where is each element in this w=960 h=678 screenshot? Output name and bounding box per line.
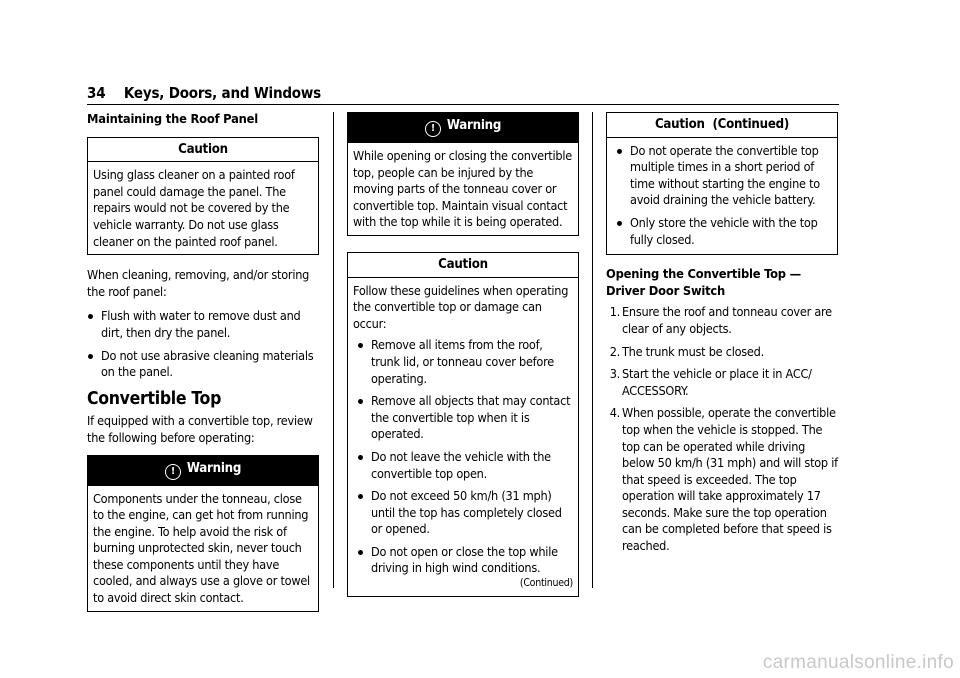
list-item-text: Only store the vehicle with the top fully closed. bbox=[630, 214, 818, 247]
step-text: The trunk must be closed. bbox=[622, 343, 764, 359]
bullet-list bbox=[353, 337, 573, 577]
list-item bbox=[87, 348, 319, 381]
convertible-top-heading: Convertible Top bbox=[87, 388, 222, 409]
step-number: 2. bbox=[609, 343, 620, 359]
list-item-text: Remove all items from the roof, trunk lid, or tonneau cover before operating. bbox=[371, 337, 554, 386]
list-item-text: Do not exceed 50 km/h (31 mph) until the top has completely closed or opened. bbox=[371, 488, 562, 537]
list-item-text: Remove all objects that may contact the convertible top when it is operated. bbox=[371, 393, 571, 442]
bullet-icon bbox=[88, 354, 93, 359]
bullet-icon bbox=[617, 149, 622, 154]
list-item bbox=[612, 215, 832, 248]
list-item bbox=[353, 337, 573, 387]
warning-box bbox=[87, 455, 319, 612]
warning-header bbox=[348, 113, 578, 143]
steps-list bbox=[606, 304, 838, 554]
list-item-text: Do not use abrasive cleaning materials on the panel. bbox=[101, 347, 314, 380]
caution-title: Caution (Continued) bbox=[607, 113, 837, 138]
step-item bbox=[606, 405, 838, 554]
caution-box bbox=[87, 137, 319, 256]
bullet-icon bbox=[88, 314, 93, 319]
section-title: Keys, Doors, and Windows bbox=[123, 84, 321, 102]
paragraph: If equipped with a convertible top, review the following before operating: bbox=[87, 413, 313, 445]
caution-body bbox=[348, 278, 578, 596]
caution-box bbox=[347, 252, 579, 597]
list-item-text: Do not open or close the top while driving in high wind conditions. bbox=[371, 543, 558, 576]
warning-icon: ! bbox=[425, 121, 441, 137]
warning-box bbox=[347, 112, 579, 236]
warning-title: Warning bbox=[186, 460, 242, 476]
bullet-list bbox=[87, 308, 319, 380]
column-2 bbox=[347, 112, 579, 609]
step-number: 1. bbox=[609, 304, 620, 320]
step-item bbox=[606, 304, 838, 337]
warning-title: Warning bbox=[446, 118, 502, 133]
list-item bbox=[353, 393, 573, 443]
warning-text: While opening or closing the convertible top, people can be injured by the moving parts of the tonneau cover or convertible top. Maintain visual contact with the top while it is being operated. bbox=[353, 148, 572, 230]
warning-header bbox=[88, 456, 318, 486]
bullet-icon bbox=[358, 455, 363, 460]
paragraph: When cleaning, removing, and/or storing the roof panel: bbox=[87, 267, 310, 299]
column-divider bbox=[333, 112, 334, 588]
bullet-icon bbox=[358, 343, 363, 348]
bullet-icon bbox=[617, 221, 622, 226]
caution-body bbox=[607, 138, 837, 255]
list-item bbox=[353, 544, 573, 577]
continued-label: (Continued) bbox=[519, 577, 573, 590]
roof-panel-heading: Maintaining the Roof Panel bbox=[87, 112, 258, 127]
bullet-icon bbox=[358, 494, 363, 499]
column-3 bbox=[606, 112, 838, 561]
page-number: 34 bbox=[87, 84, 106, 102]
caution-box bbox=[606, 112, 838, 255]
list-item-text: Do not operate the convertible top multiple times in a short period of time without starting the engine to avoid draining the vehicle battery. bbox=[630, 142, 820, 208]
caution-intro: Follow these guidelines when operating the convertible top or damage can occur: bbox=[353, 282, 569, 331]
column-divider bbox=[592, 112, 593, 588]
caution-text: Using glass cleaner on a painted roof panel could damage the panel. The repairs would not be covered by the vehicle warranty. Do not use glass cleaner on the painted roof panel. bbox=[93, 167, 295, 249]
list-item bbox=[612, 143, 832, 209]
caution-title: Caution bbox=[88, 138, 318, 163]
bullet-icon bbox=[358, 399, 363, 404]
step-number: 4. bbox=[609, 405, 620, 421]
warning-text: Components under the tonneau, close to the engine, can get hot from running the engine. To help avoid the risk of burning unprotected skin, never touch these components until they have cooled, and always use a glove or towel to avoid direct skin contact. bbox=[93, 490, 310, 606]
list-item-text: Flush with water to remove dust and dirt, then dry the panel. bbox=[101, 308, 301, 340]
warning-icon: ! bbox=[165, 464, 181, 480]
watermark: carmanualsonline.info bbox=[762, 652, 954, 673]
list-item-text: Do not leave the vehicle with the convertible top open. bbox=[371, 448, 551, 481]
step-text: Ensure the roof and tonneau cover are clear of any objects. bbox=[622, 304, 832, 336]
list-item bbox=[353, 449, 573, 482]
step-text: Start the vehicle or place it in ACC/ ACCESSORY. bbox=[622, 366, 812, 398]
step-number: 3. bbox=[609, 366, 620, 382]
bullet-list bbox=[612, 143, 832, 249]
step-item bbox=[606, 344, 838, 361]
bullet-icon bbox=[358, 550, 363, 555]
step-text: When possible, operate the convertible top when the vehicle is stopped. The top can be operated while driving below 50 km/h (31 mph) and will stop if that speed is exceeded. The top operation will take approximately 17 seconds. Make sure the top operation can be completed before that speed is reached. bbox=[622, 405, 838, 554]
list-item bbox=[353, 488, 573, 538]
caution-title: Caution bbox=[348, 253, 578, 278]
subheading: Opening the Convertible Top — Driver Door Switch bbox=[606, 267, 801, 299]
page-header bbox=[87, 84, 839, 105]
column-1 bbox=[87, 112, 319, 624]
list-item bbox=[87, 308, 319, 341]
step-item bbox=[606, 366, 838, 399]
